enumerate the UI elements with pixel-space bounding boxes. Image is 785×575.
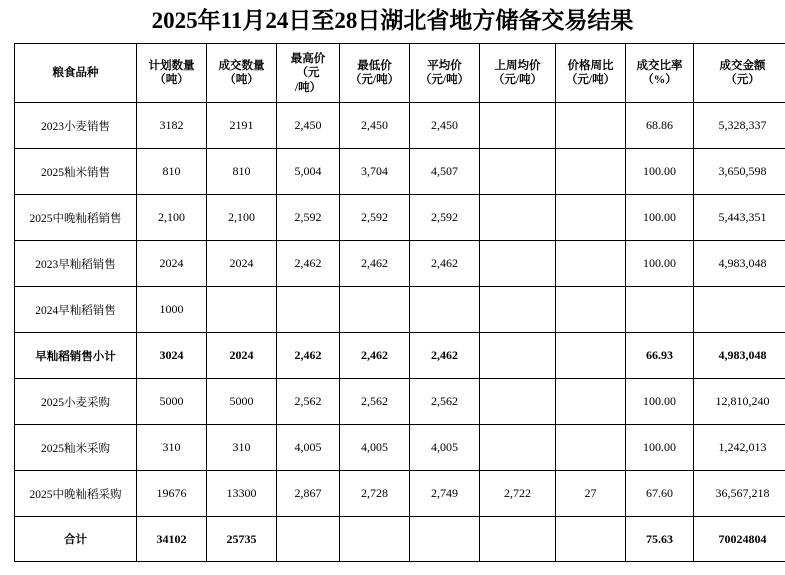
trade-results-table [14, 43, 785, 562]
page-title: 2025年11月24日至28日湖北省地方储备交易结果 [151, 8, 634, 33]
column-header-line: 上周均价 [494, 60, 541, 73]
cell-value: 2,462 [410, 333, 480, 379]
cell-value: 3,650,598 [694, 149, 785, 195]
table-row [15, 103, 785, 149]
cell-value: 1000 [137, 287, 207, 333]
cell-value: 810 [137, 149, 207, 195]
column-header-line: （元 [296, 67, 320, 80]
column-header-average-price [410, 44, 480, 103]
column-header-line: （吨） [224, 74, 259, 87]
column-header-line: 计划数量 [148, 60, 195, 73]
cell-variety: 2023小麦销售 [15, 103, 137, 149]
cell-value: 2,728 [340, 471, 410, 517]
cell-value: 2,592 [340, 195, 410, 241]
cell-value: 4,983,048 [694, 241, 785, 287]
cell-value [556, 287, 626, 333]
cell-value: 67.60 [626, 471, 694, 517]
cell-variety: 2025籼米销售 [15, 149, 137, 195]
table-row [15, 379, 785, 425]
cell-value [480, 103, 556, 149]
column-header-line: 最高价 [290, 52, 326, 65]
table-body [15, 103, 785, 562]
cell-value [410, 287, 480, 333]
cell-value: 2,462 [277, 241, 340, 287]
cell-value: 2,462 [340, 241, 410, 287]
cell-value: 4,507 [410, 149, 480, 195]
column-header-line: （元/吨） [565, 74, 616, 87]
cell-value: 2,462 [277, 333, 340, 379]
cell-value [694, 287, 785, 333]
cell-value: 2,450 [277, 103, 340, 149]
cell-value: 810 [207, 149, 277, 195]
column-header-line: 成交数量 [218, 60, 265, 73]
cell-value [556, 195, 626, 241]
cell-value: 2024 [137, 241, 207, 287]
column-header-line: 价格周比 [567, 60, 614, 73]
column-header-price-week-change [556, 44, 626, 103]
cell-value [480, 425, 556, 471]
cell-value: 13300 [207, 471, 277, 517]
cell-value: 2,462 [340, 333, 410, 379]
cell-value: 27 [556, 471, 626, 517]
cell-value [480, 287, 556, 333]
cell-value: 2,100 [207, 195, 277, 241]
cell-value: 100.00 [626, 425, 694, 471]
cell-value: 2,562 [340, 379, 410, 425]
column-header-line: 最低价 [357, 60, 392, 73]
cell-value: 5,328,337 [694, 103, 785, 149]
cell-value: 2,867 [277, 471, 340, 517]
column-header-line: （元/吨） [419, 74, 470, 87]
column-header-traded-qty [207, 44, 277, 103]
cell-value [556, 379, 626, 425]
column-header-line: 成交金额 [719, 60, 766, 73]
column-header-line: （元/吨） [349, 74, 400, 87]
cell-value: 100.00 [626, 241, 694, 287]
cell-value [340, 517, 410, 562]
table-row-total [15, 517, 785, 562]
cell-value: 3024 [137, 333, 207, 379]
cell-value: 2024 [207, 333, 277, 379]
cell-value: 2,462 [410, 241, 480, 287]
cell-value: 12,810,240 [694, 379, 785, 425]
cell-value: 5000 [137, 379, 207, 425]
cell-variety: 2025小麦采购 [15, 379, 137, 425]
cell-variety: 早籼稻销售小计 [15, 333, 137, 379]
cell-variety: 2025中晚籼稻采购 [15, 471, 137, 517]
cell-value: 4,005 [277, 425, 340, 471]
column-header-trade-amount [694, 44, 785, 103]
table-row [15, 425, 785, 471]
column-header-planned-qty [137, 44, 207, 103]
cell-value: 5,004 [277, 149, 340, 195]
cell-value: 2,749 [410, 471, 480, 517]
column-header-line: 成交比率 [636, 60, 683, 73]
cell-value: 2191 [207, 103, 277, 149]
column-header-last-week-average-price [480, 44, 556, 103]
cell-value: 68.86 [626, 103, 694, 149]
cell-value: 310 [137, 425, 207, 471]
cell-value [480, 333, 556, 379]
column-header-trade-ratio [626, 44, 694, 103]
cell-value [480, 149, 556, 195]
table-row [15, 333, 785, 379]
cell-variety: 2025中晚籼稻销售 [15, 195, 137, 241]
cell-variety: 2023早籼稻销售 [15, 241, 137, 287]
table-row [15, 149, 785, 195]
cell-value: 2,722 [480, 471, 556, 517]
cell-value: 2,562 [277, 379, 340, 425]
cell-value: 3,704 [340, 149, 410, 195]
cell-value [556, 103, 626, 149]
cell-value: 70024804 [694, 517, 785, 562]
cell-value: 25735 [207, 517, 277, 562]
cell-variety: 合计 [15, 517, 137, 562]
table-row [15, 241, 785, 287]
cell-variety: 2025籼米采购 [15, 425, 137, 471]
cell-value [556, 517, 626, 562]
cell-value: 5,443,351 [694, 195, 785, 241]
table-row [15, 287, 785, 333]
cell-value: 4,005 [340, 425, 410, 471]
column-header-line: （元） [725, 74, 760, 87]
column-header-lowest-price [340, 44, 410, 103]
cell-value: 4,983,048 [694, 333, 785, 379]
cell-value: 66.93 [626, 333, 694, 379]
cell-value: 19676 [137, 471, 207, 517]
cell-value: 36,567,218 [694, 471, 785, 517]
cell-value [277, 517, 340, 562]
cell-value [410, 517, 480, 562]
cell-value: 310 [207, 425, 277, 471]
cell-value [207, 287, 277, 333]
cell-value: 5000 [207, 379, 277, 425]
cell-value: 2,100 [137, 195, 207, 241]
cell-value: 2,450 [340, 103, 410, 149]
column-header-line: /吨） [294, 81, 322, 94]
table-row [15, 471, 785, 517]
cell-variety: 2024早籼稻销售 [15, 287, 137, 333]
cell-value [277, 287, 340, 333]
cell-value: 2,592 [410, 195, 480, 241]
column-header-line: （元/吨） [492, 74, 543, 87]
cell-value: 100.00 [626, 149, 694, 195]
table-header [15, 44, 785, 103]
column-header-line: （吨） [154, 74, 189, 87]
cell-value [626, 287, 694, 333]
cell-value [556, 241, 626, 287]
cell-value: 1,242,013 [694, 425, 785, 471]
cell-value: 3182 [137, 103, 207, 149]
cell-value [480, 517, 556, 562]
cell-value: 2,562 [410, 379, 480, 425]
cell-value [480, 195, 556, 241]
column-header-line: （%） [642, 74, 677, 87]
cell-value: 2024 [207, 241, 277, 287]
cell-value: 34102 [137, 517, 207, 562]
cell-value [556, 425, 626, 471]
cell-value [556, 149, 626, 195]
cell-value: 2,592 [277, 195, 340, 241]
cell-value: 100.00 [626, 379, 694, 425]
cell-value: 75.63 [626, 517, 694, 562]
column-header-variety [15, 44, 137, 103]
cell-value: 2,450 [410, 103, 480, 149]
cell-value [556, 333, 626, 379]
cell-value: 4,005 [410, 425, 480, 471]
column-header-line: 平均价 [427, 60, 462, 73]
cell-value [340, 287, 410, 333]
cell-value: 100.00 [626, 195, 694, 241]
cell-value [480, 241, 556, 287]
cell-value [480, 379, 556, 425]
column-header-line: 粮食品种 [52, 67, 99, 80]
column-header-highest-price [277, 44, 340, 103]
table-header-row [15, 44, 785, 103]
table-row [15, 195, 785, 241]
